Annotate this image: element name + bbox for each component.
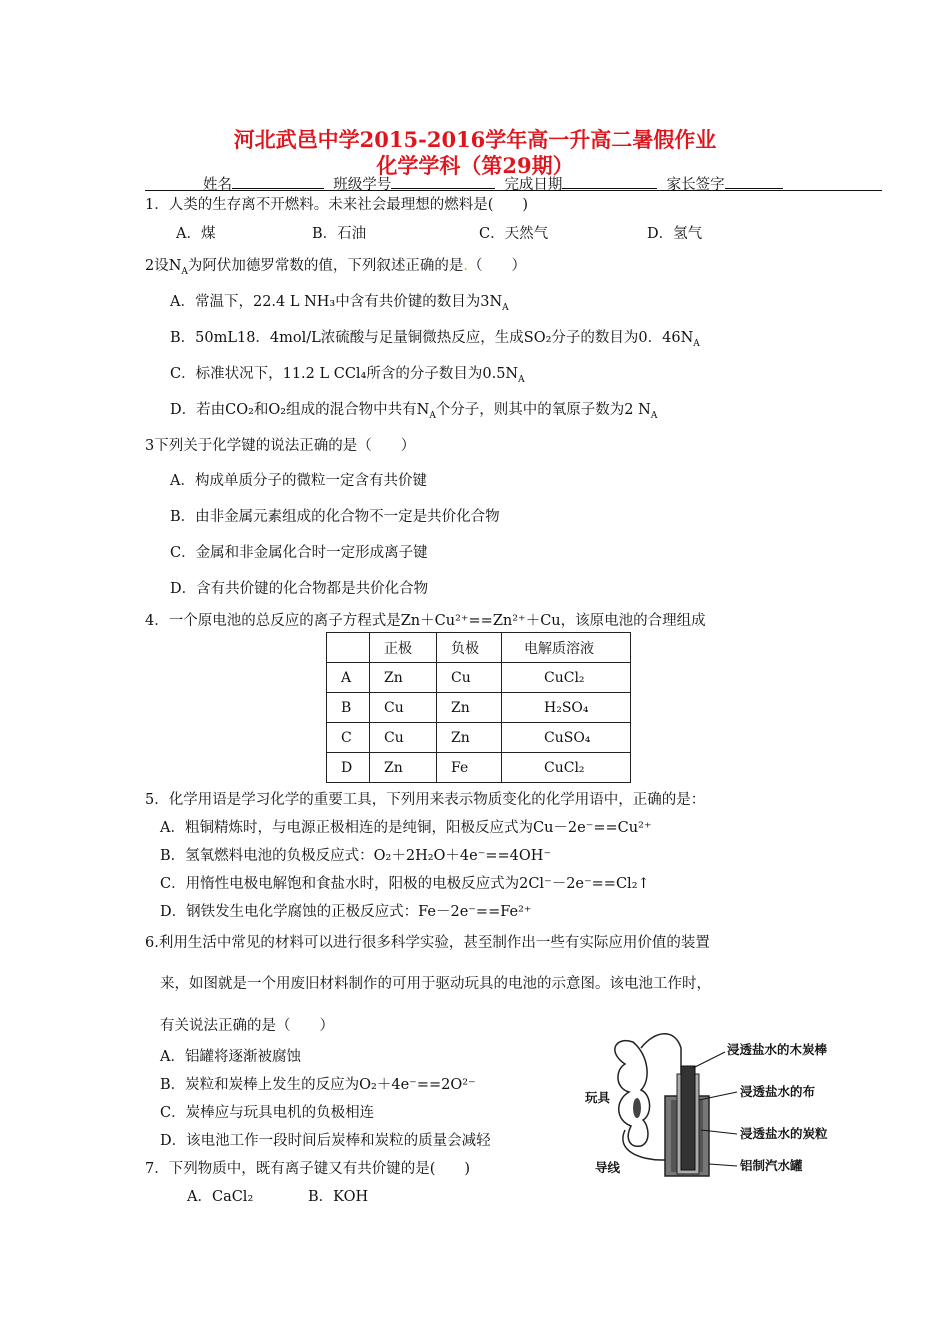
table-cell: Cu: [370, 723, 437, 753]
question-4-table: [326, 632, 631, 783]
table-row: [327, 723, 631, 753]
label-cloth: 浸透盐水的布: [740, 1085, 816, 1099]
label-toy: 玩具: [585, 1091, 611, 1105]
question-6-option-a: A．铝罐将逐渐被腐蚀: [160, 1049, 301, 1065]
table-cell: Zn: [437, 723, 502, 753]
table-cell: Zn: [370, 663, 437, 693]
question-3-option-b: B．由非金属元素组成的化合物不一定是共价化合物: [170, 509, 500, 525]
question-5-option-d: D．钢铁发生电化学腐蚀的正极反应式：Fe－2e⁻==Fe²⁺: [160, 904, 532, 920]
table-row: [327, 663, 631, 693]
date-blank[interactable]: [562, 174, 657, 189]
table-cell: 正极: [370, 633, 437, 663]
table-header-row: [327, 633, 631, 663]
table-cell: CuCl₂: [502, 753, 631, 783]
table-cell: CuSO₄: [502, 723, 631, 753]
question-1-option-c: C．天然气: [479, 226, 549, 242]
document-title: 河北武邑中学2015-2016学年高一升高二暑假作业: [233, 127, 717, 152]
table-cell: C: [327, 723, 370, 753]
question-1-option-d: D．氢气: [647, 226, 703, 242]
question-4-stem: 4．一个原电池的总反应的离子方程式是Zn＋Cu²⁺==Zn²⁺＋Cu，该原电池的合理组成: [145, 613, 706, 629]
question-3-option-c: C．金属和非金属化合时一定形成离子键: [170, 545, 428, 561]
table-cell: CuCl₂: [502, 663, 631, 693]
table-cell: Cu: [437, 663, 502, 693]
label-wire: 导线: [595, 1161, 621, 1175]
table-cell: D: [327, 753, 370, 783]
class-no-blank[interactable]: [391, 174, 495, 189]
toy-outline: [615, 1041, 650, 1147]
question-2-option-d: D．若由CO₂和O₂组成的混合物中共有$N_A$个分子，则其中的氧原子数为2 $N_A$: [170, 402, 658, 421]
question-1-stem: 1．人类的生存离不开燃料。未来社会最理想的燃料是( ): [145, 197, 529, 213]
table-cell: Cu: [370, 693, 437, 723]
carbon-rod: [681, 1066, 695, 1170]
name-blank[interactable]: [232, 174, 324, 189]
parent-sign-blank[interactable]: [725, 174, 783, 189]
question-3-stem: 3下列关于化学键的说法正确的是（ ）: [145, 438, 416, 454]
leader-rod: [693, 1052, 725, 1068]
table-cell: H₂SO₄: [502, 693, 631, 723]
question-5-stem: 5．化学用语是学习化学的重要工具，下列用来表示物质变化的化学用语中，正确的是：: [145, 792, 706, 808]
question-5-option-a: A．粗铜精炼时，与电源正极相连的是纯铜，阳极反应式为Cu－2e⁻==Cu²⁺: [160, 820, 652, 836]
header-fields: [203, 173, 783, 194]
label-aluminium-can: 铝制汽水罐: [740, 1159, 803, 1173]
table-row: [327, 753, 631, 783]
table-cell: Fe: [437, 753, 502, 783]
table-cell: 负极: [437, 633, 502, 663]
question-1-option-b: B．石油: [312, 226, 367, 242]
question-1-option-a: A．煤: [176, 226, 216, 242]
question-3-option-d: D．含有共价键的化合物都是共价化合物: [170, 581, 429, 597]
table-cell: B: [327, 693, 370, 723]
question-7-stem: 7．下列物质中，既有离子键又有共价键的是( ): [145, 1161, 471, 1177]
question-5-option-c: C．用惰性电极电解饱和食盐水时，阳极的电极反应式为2Cl⁻－2e⁻==Cl₂↑: [160, 876, 650, 892]
question-6-option-b: B．炭粒和炭棒上发生的反应为O₂＋4e⁻==2O²⁻: [160, 1077, 476, 1093]
question-7-option-a: A．CaCl₂: [187, 1189, 254, 1205]
question-3-option-a: A．构成单质分子的微粒一定含有共价键: [170, 473, 427, 489]
toy-motor: [633, 1098, 641, 1118]
table-cell: Zn: [437, 693, 502, 723]
question-6-stem-line-2: 来，如图就是一个用废旧材料制作的可用于驱动玩具的电池的示意图。该电池工作时，: [160, 976, 711, 992]
document-subtitle: 化学学科（第29期）: [376, 153, 574, 178]
question-2-stem: 2设$N_A$为阿伏加德罗常数的值，下列叙述正确的是.（ ）: [145, 258, 527, 277]
question-6-stem-line-3: 有关说法正确的是（ ）: [160, 1018, 334, 1034]
label-carbon-rod: 浸透盐水的木炭棒: [727, 1043, 828, 1057]
question-2-option-a: A．常温下，22.4 L NH₃中含有共价键的数目为$3N_A$: [170, 294, 509, 313]
question-2-option-b: B．50mL18．4mol/L浓硫酸与足量铜微热反应，生成SO₂分子的数目为0．$46N_A$: [170, 330, 700, 349]
battery-diagram: [585, 1030, 875, 1180]
date-label: 完成日期: [504, 177, 563, 193]
question-7-option-b: B．KOH: [308, 1189, 369, 1205]
table-cell: Zn: [370, 753, 437, 783]
question-6-option-c: C．炭棒应与玩具电机的负极相连: [160, 1105, 375, 1121]
name-label: 姓名: [203, 177, 232, 193]
question-6-stem-line-1: 6.利用生活中常见的材料可以进行很多科学实验，甚至制作出一些有实际应用价值的装置: [145, 935, 710, 951]
question-6-option-d: D．该电池工作一段时间后炭棒和炭粒的质量会减轻: [160, 1133, 491, 1149]
question-2-option-c: C．标准状况下，11.2 L CCl₄所含的分子数目为$0.5N_A$: [170, 366, 525, 385]
class-no-label: 班级学号: [333, 177, 392, 193]
label-carbon-granules: 浸透盐水的炭粒: [740, 1127, 828, 1141]
table-cell: [327, 633, 370, 663]
question-5-option-b: B．氢氧燃料电池的负极反应式：O₂＋2H₂O＋4e⁻==4OH⁻: [160, 848, 552, 864]
table-row: [327, 693, 631, 723]
table-cell: A: [327, 663, 370, 693]
leader-can: [709, 1164, 737, 1166]
parent-sign-label: 家长签字: [666, 177, 725, 193]
table-cell: 电解质溶液: [502, 633, 631, 663]
